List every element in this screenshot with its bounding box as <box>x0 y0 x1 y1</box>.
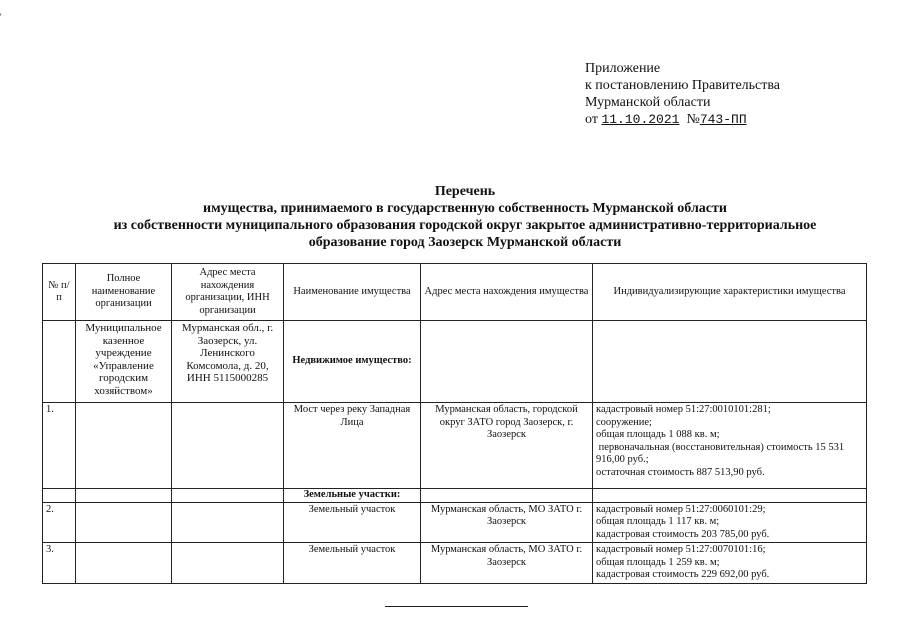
appendix-date-line <box>585 111 780 128</box>
header-name: Наименование имущества <box>284 264 421 321</box>
char-line: сооружение; <box>596 416 652 428</box>
appendix-line: к постановлению Правительства <box>585 78 781 93</box>
table-row <box>43 403 867 489</box>
property-name: Мост через реку Западная Лица <box>284 403 421 489</box>
table-row <box>43 489 867 503</box>
property-characteristics <box>593 502 867 543</box>
org-address: Мурманская обл., г. Заозерск, ул. Ленинского Комсомола, д. 20, ИНН 5115000285 <box>172 321 284 403</box>
char-line: кадастровый номер 51:27:0010101:281; <box>596 404 771 415</box>
header-prop-addr: Адрес места нахождения имущества <box>421 264 593 321</box>
row-number: 1. <box>43 403 76 489</box>
property-table <box>42 263 867 584</box>
number-prefix: № <box>686 112 700 127</box>
row-number: 2. <box>43 502 76 543</box>
char-line: первоначальная (восстановительная) стоимость 15 531 916,00 руб.; <box>596 441 847 465</box>
char-line: кадастровая стоимость 229 692,00 руб. <box>596 569 770 580</box>
property-address: Мурманская область, МО ЗАТО г. Заозерск <box>421 543 593 584</box>
header-addr: Адрес места нахождения организации, ИНН организации <box>172 264 284 321</box>
property-name: Земельный участок <box>284 502 421 543</box>
table-row <box>43 321 867 403</box>
title-line: Перечень <box>434 184 496 199</box>
property-characteristics <box>593 543 867 584</box>
property-address: Мурманская область, МО ЗАТО г. Заозерск <box>421 502 593 543</box>
scan-mark: ' <box>0 12 2 22</box>
title-line: образование город Заозерск Мурманской области <box>308 235 622 250</box>
char-line: общая площадь 1 117 кв. м; <box>596 516 720 527</box>
header-chars: Индивидуализирующие характеристики имущества <box>593 264 867 321</box>
appendix-line: Приложение <box>585 61 661 76</box>
resolution-date: 11.10.2021 <box>601 112 680 127</box>
title-line: имущества, принимаемого в государственную собственность Мурманской области <box>203 201 727 216</box>
row-number: 3. <box>43 543 76 584</box>
table-row <box>43 543 867 584</box>
char-line: кадастровый номер 51:27:0060101:29; <box>596 503 766 515</box>
table-header-row <box>43 264 867 321</box>
header-num: № п/п <box>43 264 76 321</box>
property-characteristics <box>593 403 867 489</box>
appendix-block <box>585 60 780 128</box>
char-line: кадастровый номер 51:27:0070101:16; <box>596 544 766 555</box>
header-org: Полное наименование организации <box>76 264 172 321</box>
property-address: Мурманская область, городской округ ЗАТО город Заозерск, г. Заозерск <box>421 403 593 489</box>
section-header: Недвижимое имущество: <box>284 321 421 403</box>
char-line: остаточная стоимость 887 513,90 руб. <box>596 466 765 478</box>
date-prefix: от <box>585 112 598 127</box>
table-row <box>43 502 867 543</box>
char-line: кадастровая стоимость 203 785,00 руб. <box>596 528 770 540</box>
org-name: Муниципальное казенное учреждение «Управление городским хозяйством» <box>76 321 172 403</box>
appendix-line: Мурманской области <box>585 95 711 110</box>
section-header: Земельные участки: <box>284 489 421 503</box>
resolution-number: 743-ПП <box>699 112 747 127</box>
document-title <box>40 183 890 251</box>
property-name: Земельный участок <box>284 543 421 584</box>
char-line: общая площадь 1 088 кв. м; <box>596 429 720 440</box>
title-line: из собственности муниципального образования городской округ закрытое административно-территориальное <box>113 218 817 233</box>
char-line: общая площадь 1 259 кв. м; <box>596 556 720 568</box>
end-divider <box>385 606 528 607</box>
